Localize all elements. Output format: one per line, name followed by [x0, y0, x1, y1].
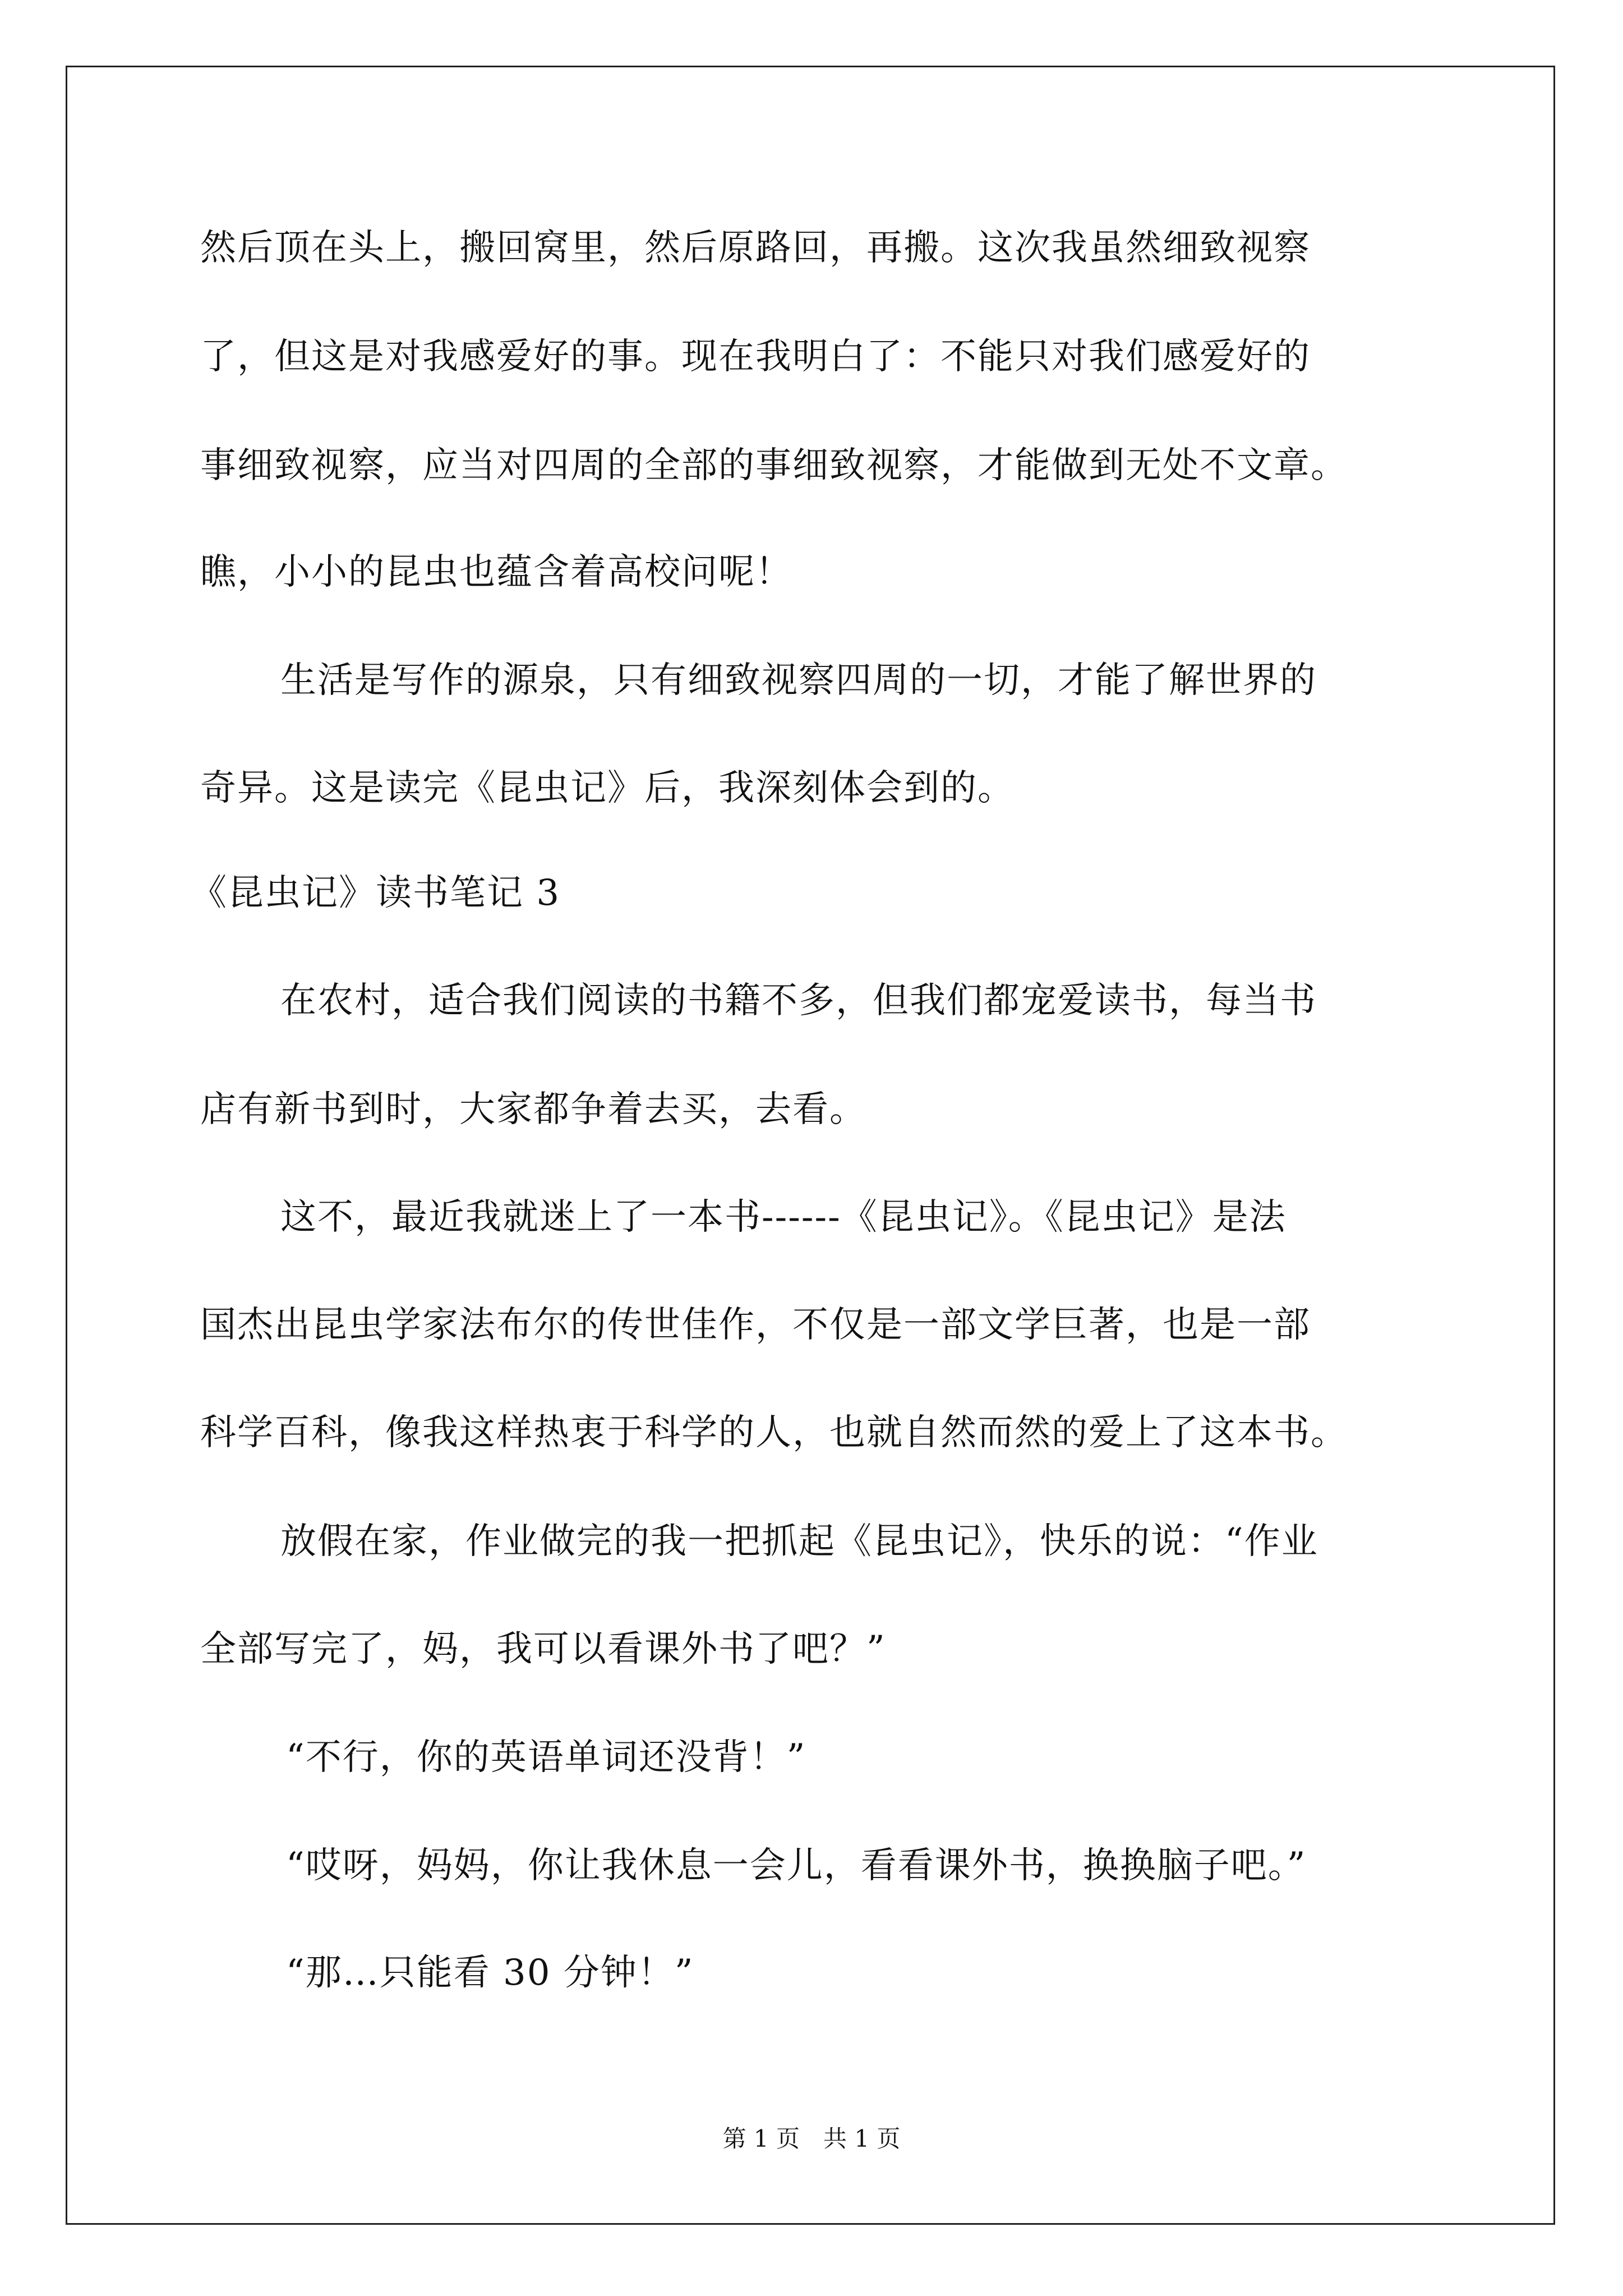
paragraph-line: 这不，最近我就迷上了一本书------《昆虫记》。《昆虫记》是法 — [280, 1197, 1287, 1238]
paragraph-line: 奇异。这是读完《昆虫记》后，我深刻体会到的。 — [200, 767, 1015, 809]
dialogue-line: “哎呀，妈妈，你让我休息一会儿，看看课外书，换换脑子吧。” — [286, 1845, 1307, 1887]
dialogue-line: “那…只能看 30 分钟！” — [286, 1952, 694, 1994]
paragraph-line: 然后顶在头上，搬回窝里，然后原路回，再搬。这次我虽然细致视察 — [200, 227, 1311, 269]
dialogue-line: “不行，你的英语单词还没背！” — [286, 1737, 806, 1778]
paragraph-line: 科学百科，像我这样热衷于科学的人，也就自然而然的爱上了这本书。 — [200, 1412, 1348, 1453]
paragraph-line: 放假在家，作业做完的我一把抓起《昆虫记》，快乐的说：“作业 — [280, 1521, 1318, 1562]
paragraph-line: 瞧，小小的昆虫也蕴含着高校问呢！ — [200, 551, 792, 593]
paragraph-line: 全部写完了，妈，我可以看课外书了吧？” — [200, 1628, 886, 1670]
paragraph-line: 国杰出昆虫学家法布尔的传世佳作，不仅是一部文学巨著，也是一部 — [200, 1304, 1311, 1346]
paragraph-line: 在农村，适合我们阅读的书籍不多，但我们都宠爱读书，每当书 — [280, 980, 1317, 1022]
paragraph-line: 生活是写作的源泉，只有细致视察四周的一切，才能了解世界的 — [280, 660, 1317, 701]
paragraph-line: 了，但这是对我感爱好的事。现在我明白了：不能只对我们感爱好的 — [200, 336, 1311, 378]
section-heading: 《昆虫记》读书笔记 3 — [191, 872, 561, 914]
page-footer: 第 1 页 共 1 页 — [722, 2125, 901, 2152]
page-border — [66, 66, 1555, 2225]
paragraph-line: 事细致视察，应当对四周的全部的事细致视察，才能做到无处不文章。 — [200, 445, 1348, 486]
paragraph-line: 店有新书到时，大家都争着去买，去看。 — [200, 1089, 866, 1130]
